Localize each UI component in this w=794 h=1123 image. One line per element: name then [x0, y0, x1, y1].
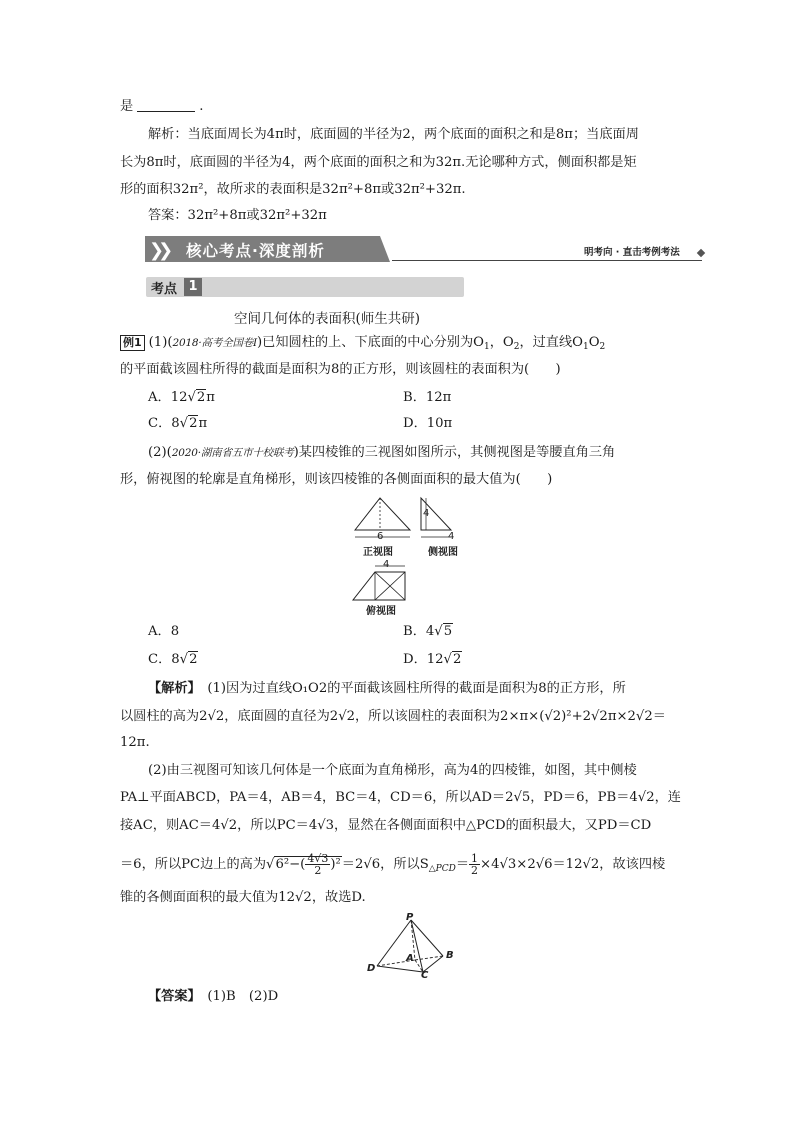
- option-text: 8: [170, 624, 180, 639]
- text: 6²−(: [275, 857, 306, 872]
- option-a: A．12√2π: [148, 390, 215, 405]
- subscript: △PCD: [428, 864, 456, 874]
- banner-title: 核心考点·深度剖析: [186, 242, 325, 260]
- option-a: [148, 622, 179, 642]
- edge-PC: [411, 920, 423, 972]
- front-view-label: 正视图: [363, 547, 393, 558]
- text: (2)(: [148, 445, 172, 460]
- question-line: 形，俯视图的轮廓是直角梯形，则该四棱锥的各侧面面积的最大值为( ): [120, 472, 553, 487]
- solution-line: 形的面积32π²，故所求的表面积是32π²+8π或32π²+32π.: [120, 182, 466, 197]
- answer-blank: [137, 97, 195, 112]
- solution-line: (2)由三视图可知该几何体是一个底面为直角梯形，高为4的四棱锥，如图，其中侧棱: [148, 763, 637, 778]
- vertex-B: B: [446, 950, 454, 961]
- text: ×4√3×2√6＝12√2，故该四棱: [480, 857, 666, 872]
- text: 是: [120, 99, 134, 114]
- solution-line: PA⊥平面ABCD，PA＝4，AB＝4，BC＝4，CD＝6，所以AD＝2√5，PD＝6，PB＝4√2，连: [120, 790, 681, 805]
- front-dim-label: 6: [377, 531, 384, 542]
- solution-line: 以圆柱的高为2√2，底面圆的直径为2√2，所以该圆柱的表面积为2×π×(√2)²+2√2π×2√2＝: [120, 709, 666, 724]
- option-d: [403, 414, 452, 434]
- edge-PB: [411, 920, 443, 956]
- example-tag: 例1: [120, 335, 145, 351]
- radicand: 2: [196, 390, 206, 405]
- solution-line: 锥的各侧面面积的最大值为12√2，故选D.: [120, 890, 366, 905]
- intro-line: [120, 97, 203, 117]
- option-letter: D．: [403, 416, 427, 431]
- diamond-icon: [697, 249, 705, 257]
- solution-line: ＝6，所以PC边上的高为√6²−( $\frac{4√3}{2}$ )²＝2√6，所以$S_{\triangle PCD}=$ $\frac{1}{2}$ ×4√3×2√6＝12√2，故该四棱: [120, 852, 666, 877]
- chevron-right-icon: ❯❯: [149, 240, 168, 261]
- option-c: C．8√2: [148, 652, 198, 667]
- denominator: 2: [314, 864, 322, 877]
- vertex-C: C: [421, 970, 429, 981]
- kaodian-number: 1: [184, 278, 202, 296]
- kaodian-label: 考点: [151, 282, 178, 297]
- text: )已知圆柱的上、下底面的中心分别为O: [257, 335, 484, 350]
- section-title: 空间几何体的表面积(师生共研): [233, 311, 421, 327]
- banner-subtitle: 明考向 · 直击考例考法: [584, 247, 680, 258]
- numerator: 4√3: [307, 852, 329, 865]
- option-text: 12: [170, 390, 188, 405]
- vertex-A: A: [406, 953, 414, 964]
- question-line: 的平面截该圆柱所得的截面是面积为8的正方形，则该圆柱的表面积为( ): [120, 362, 561, 377]
- top-dim-label: 4: [383, 559, 390, 570]
- option-letter: B．: [403, 624, 426, 639]
- option-text: π: [198, 416, 208, 431]
- vertex-P: P: [406, 912, 414, 923]
- option-letter: A．: [148, 624, 171, 639]
- text: ＝6，所以PC边上的高为: [120, 857, 267, 872]
- edge-DC: [377, 966, 423, 972]
- side-width-label: 4: [448, 531, 455, 542]
- side-view-label: 侧视图: [428, 547, 458, 558]
- text: O: [588, 335, 600, 350]
- solution-line: 12π.: [120, 735, 150, 750]
- text: ＝2√6，所以S: [341, 857, 429, 872]
- option-b: [403, 388, 451, 408]
- answer-text: (1)B (2)D: [207, 989, 279, 1004]
- radical-expression: [274, 852, 341, 877]
- solution-tag: 【解析】: [148, 681, 195, 696]
- option-text: π: [206, 390, 215, 405]
- option-text: 8: [171, 652, 180, 667]
- option-text: 10π: [426, 416, 453, 431]
- fraction: [469, 853, 480, 876]
- answer-line: 答案：32π²+8π或32π²+32π: [148, 208, 327, 223]
- front-view-outline: [355, 498, 410, 530]
- text: (1)因为过直线O₁O2的平面截该圆柱所得的截面是面积为8的正方形，所: [207, 681, 626, 696]
- answer-tag: 【答案】: [148, 989, 195, 1004]
- text: (1)(: [148, 335, 173, 350]
- text: .: [199, 99, 204, 114]
- source: 2020·湖南省五市十校联考: [171, 447, 294, 459]
- radicand: 5: [443, 624, 453, 639]
- option-letter: D．: [403, 652, 427, 667]
- option-text: 8: [171, 416, 180, 431]
- solution-line: 接AC，则AC＝4√2，所以PC＝4√3，显然在各侧面面积中△PCD的面积最大，又PD＝CD: [120, 818, 652, 833]
- numerator: 1: [471, 852, 479, 865]
- option-text: 4: [425, 624, 435, 639]
- question-line: 例1 (1)(2018·高考全国卷Ⅰ)已知圆柱的上、下底面的中心分别为$O_1$，$O_2$，过直线$O_1O_2$: [120, 333, 605, 357]
- option-letter: C．: [148, 652, 172, 667]
- option-text: 12: [426, 652, 444, 667]
- option-d: D．12√2: [403, 652, 462, 667]
- pyramid-figure: [365, 912, 465, 982]
- solution-line: [148, 679, 626, 699]
- text: ，O: [489, 335, 514, 350]
- denominator: 2: [471, 864, 479, 877]
- option-c: C．8√2π: [148, 416, 208, 431]
- option-b: B．4√5: [403, 624, 453, 639]
- text: ，过直线O: [519, 335, 583, 350]
- answer-line: [148, 987, 278, 1007]
- fraction: [305, 853, 330, 876]
- radicand: 2: [452, 652, 462, 667]
- option-letter: A．: [148, 390, 171, 405]
- option-letter: B．: [403, 390, 426, 405]
- text: ＝: [455, 857, 470, 872]
- text: )某四棱锥的三视图如图所示，其侧视图是等腰直角三角: [293, 445, 616, 460]
- solution-line: 解析：当底面周长为4π时，底面圆的半径为2，两个底面的面积之和是8π；当底面周: [148, 127, 639, 142]
- source: 2018·高考全国卷Ⅰ: [172, 337, 257, 349]
- radicand: 2: [189, 416, 198, 431]
- option-text: 12π: [425, 390, 452, 405]
- option-letter: C．: [148, 416, 172, 431]
- top-view-label: 俯视图: [366, 606, 396, 617]
- divider: [392, 260, 702, 261]
- text: )²: [330, 857, 341, 872]
- side-height-label: 4: [423, 508, 430, 519]
- question-line: [148, 443, 615, 463]
- radicand: 2: [189, 652, 198, 667]
- solution-line: 长为8π时，底面圆的半径为4，两个底面的面积之和为32π.无论哪种方式，侧面积都是矩: [120, 155, 637, 170]
- vertex-D: D: [367, 963, 376, 974]
